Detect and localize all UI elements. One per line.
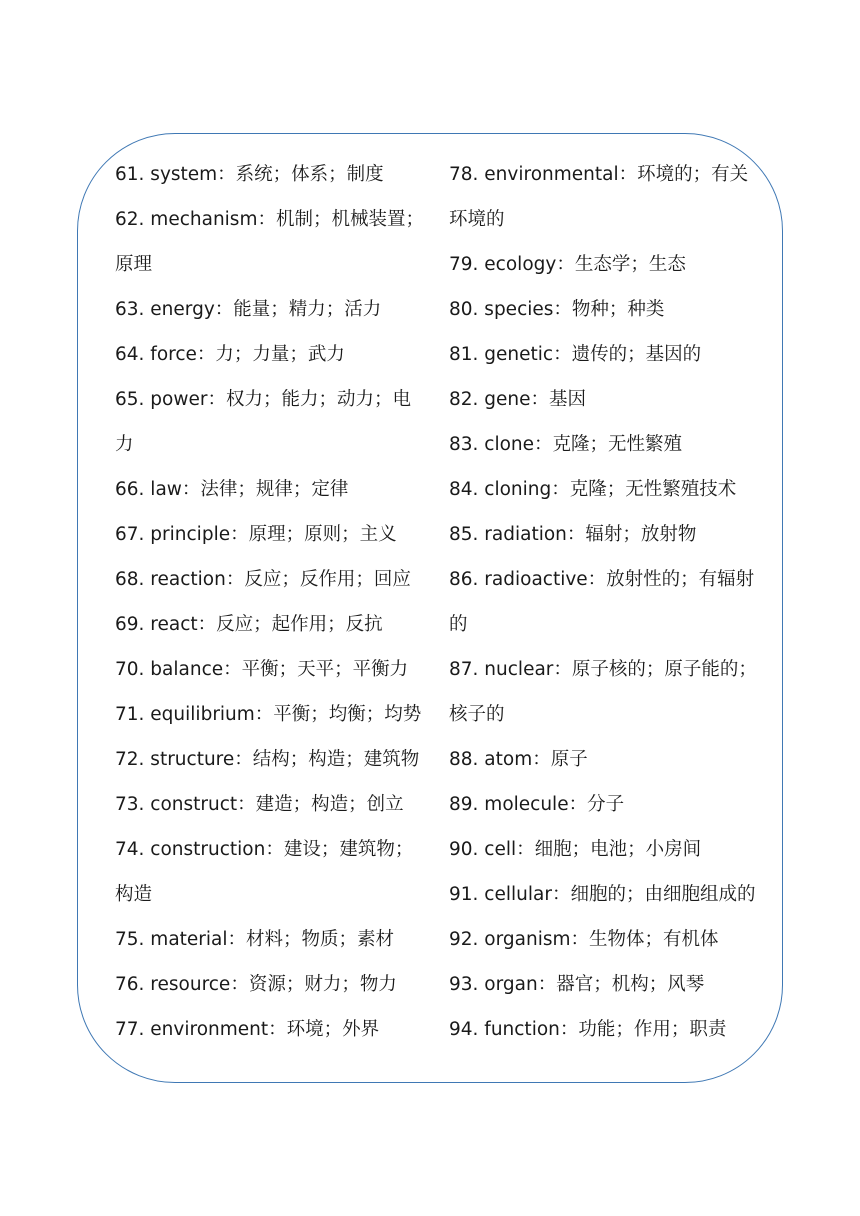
vocab-entry: 92. organism：生物体；有机体 [449,929,719,950]
vocab-entry: 68. reaction：反应；反作用；回应 [115,569,411,590]
vocab-entry: 93. organ：器官；机构；风琴 [449,974,705,995]
vocab-entry: 82. gene：基因 [449,389,587,410]
vocab-entry: 86. radioactive：放射性的；有辐射的 [449,569,755,635]
vocab-entry: 61. system：系统；体系；制度 [115,164,384,185]
vocab-list-right [449,152,761,1052]
vocab-entry: 73. construct：建造；构造；创立 [115,794,404,815]
vocab-entry: 85. radiation：辐射；放射物 [449,524,697,545]
vocab-entry: 72. structure：结构；构造；建筑物 [115,749,420,770]
vocab-entry: 87. nuclear：原子核的；原子能的；核子的 [449,659,757,725]
vocab-entry: 79. ecology：生态学；生态 [449,254,686,275]
vocab-entry: 94. function：功能；作用；职责 [449,1019,727,1040]
vocab-entry: 78. environmental：环境的；有关环境的 [449,164,749,230]
vocab-entry: 67. principle：原理；原则；主义 [115,524,397,545]
vocab-entry: 80. species：物种；种类 [449,299,665,320]
vocab-entry: 64. force：力；力量；武力 [115,344,345,365]
vocab-list-left [115,152,427,1052]
vocab-entry: 74. construction：建设；建筑物；构造 [115,839,414,905]
vocab-entry: 90. cell：细胞；电池；小房间 [449,839,702,860]
vocab-entry: 91. cellular：细胞的；由细胞组成的 [449,884,756,905]
vocab-entry: 83. clone：克隆；无性繁殖 [449,434,683,455]
vocab-entry: 66. law：法律；规律；定律 [115,479,349,500]
vocab-entry: 69. react：反应；起作用；反抗 [115,614,383,635]
vocab-entry: 76. resource：资源；财力；物力 [115,974,397,995]
vocab-entry: 71. equilibrium：平衡；均衡；均势 [115,704,422,725]
vocab-entry: 81. genetic：遗传的；基因的 [449,344,702,365]
vocab-entry: 89. molecule：分子 [449,794,625,815]
vocab-entry: 75. material：材料；物质；素材 [115,929,395,950]
vocab-entry: 65. power：权力；能力；动力；电力 [115,389,411,455]
vocab-entry: 63. energy：能量；精力；活力 [115,299,382,320]
vocab-entry: 84. cloning：克隆；无性繁殖技术 [449,479,737,500]
vocab-entry: 77. environment：环境；外界 [115,1019,380,1040]
vocab-entry: 70. balance：平衡；天平；平衡力 [115,659,409,680]
vocab-entry: 62. mechanism：机制；机械装置；原理 [115,209,424,275]
vocab-entry: 88. atom：原子 [449,749,588,770]
